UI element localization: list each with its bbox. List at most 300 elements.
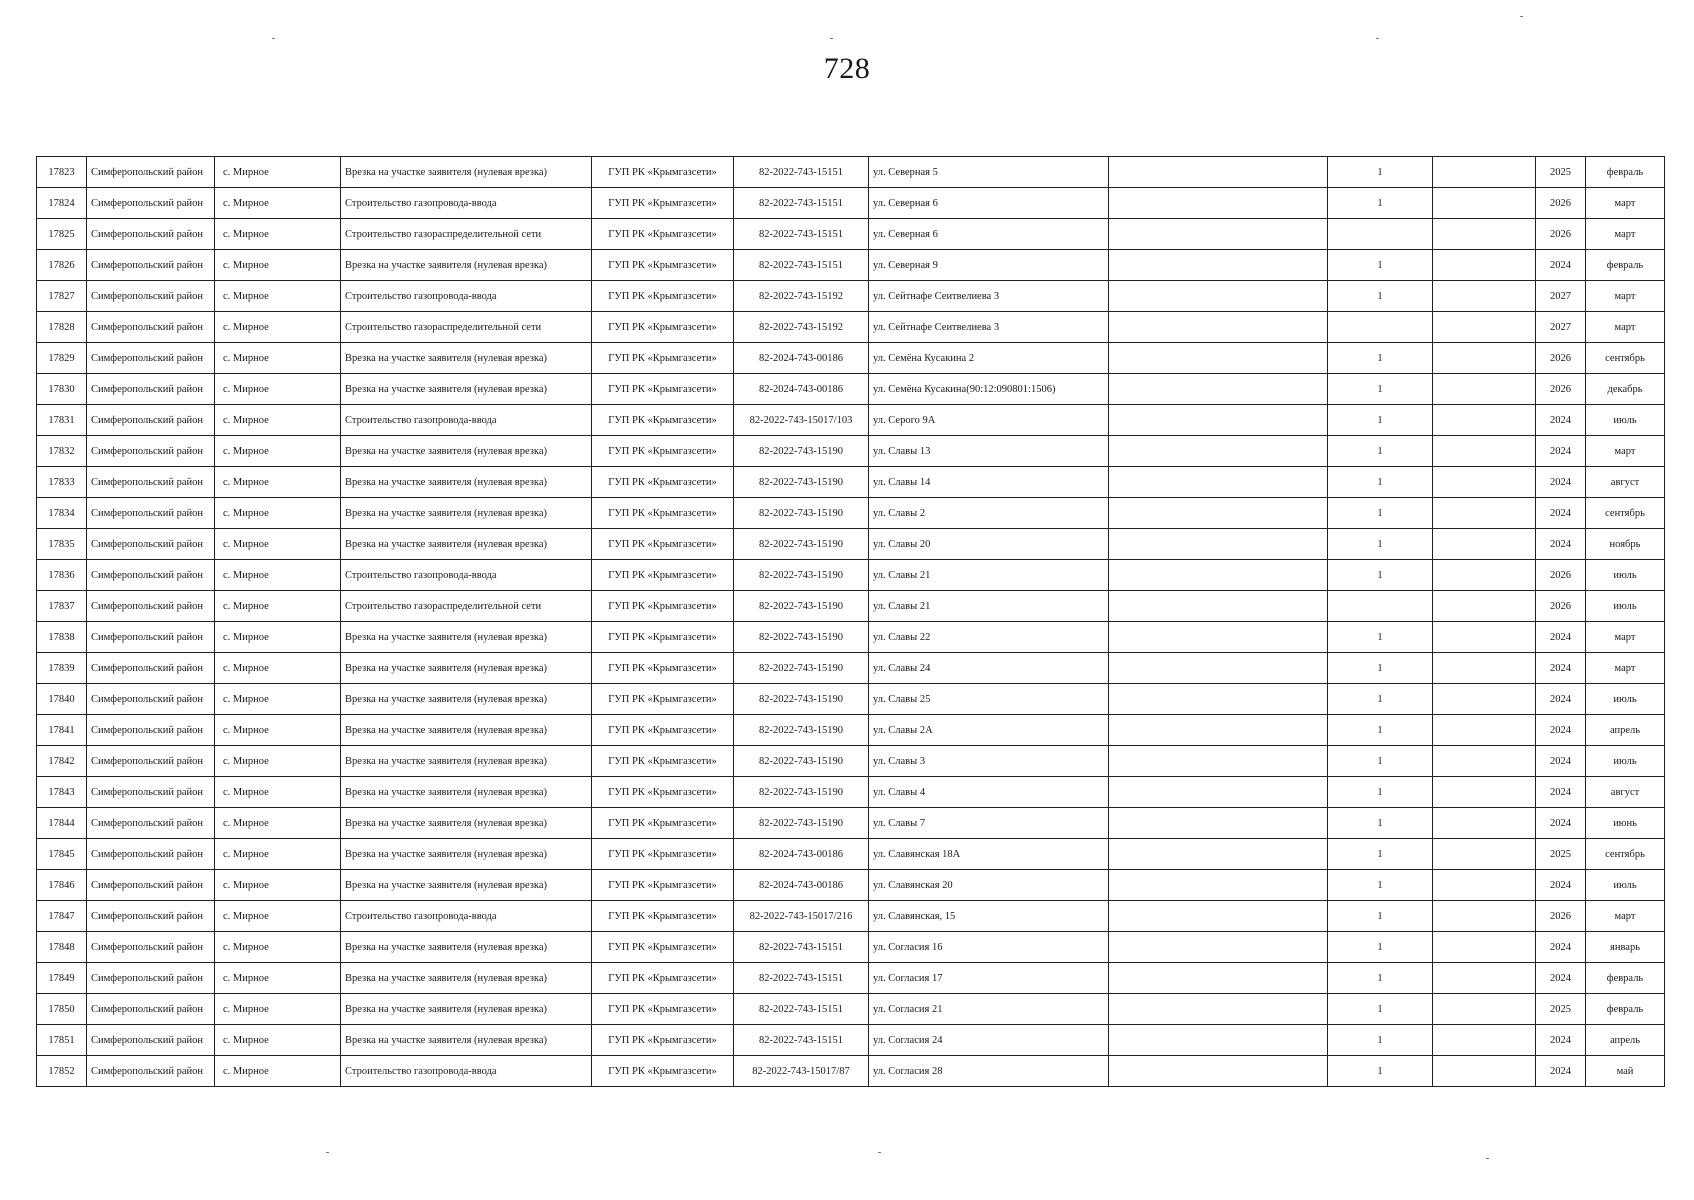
- contract-number-cell: 82-2024-743-00186: [734, 870, 869, 901]
- month-cell: август: [1586, 467, 1665, 498]
- quantity-cell: 1: [1328, 188, 1433, 219]
- district-cell: Симферопольский район: [87, 808, 215, 839]
- work-type-cell: Строительство газопровода-ввода: [341, 188, 592, 219]
- empty-cell: [1433, 405, 1536, 436]
- work-type-cell: Врезка на участке заявителя (нулевая врезка): [341, 839, 592, 870]
- row-number-cell: 17830: [37, 374, 87, 405]
- empty-cell: [1109, 343, 1328, 374]
- village-cell: с. Мирное: [215, 870, 341, 901]
- quantity-cell: 1: [1328, 157, 1433, 188]
- row-number-cell: 17838: [37, 622, 87, 653]
- empty-cell: [1433, 157, 1536, 188]
- quantity-cell: 1: [1328, 374, 1433, 405]
- empty-cell: [1109, 715, 1328, 746]
- district-cell: Симферопольский район: [87, 1025, 215, 1056]
- quantity-cell: 1: [1328, 560, 1433, 591]
- table-row: [37, 994, 1665, 1025]
- empty-cell: [1109, 1056, 1328, 1087]
- village-cell: с. Мирное: [215, 1025, 341, 1056]
- organization-cell: ГУП РК «Крымгазсети»: [592, 529, 734, 560]
- village-cell: с. Мирное: [215, 963, 341, 994]
- year-cell: 2024: [1536, 777, 1586, 808]
- empty-cell: [1109, 591, 1328, 622]
- table-row: [37, 901, 1665, 932]
- row-number-cell: 17833: [37, 467, 87, 498]
- row-number-cell: 17827: [37, 281, 87, 312]
- row-number-cell: 17834: [37, 498, 87, 529]
- address-cell: ул. Сейтнафе Сеитвелиева 3: [869, 281, 1109, 312]
- organization-cell: ГУП РК «Крымгазсети»: [592, 436, 734, 467]
- contract-number-cell: 82-2022-743-15190: [734, 653, 869, 684]
- contract-number-cell: 82-2022-743-15190: [734, 467, 869, 498]
- organization-cell: ГУП РК «Крымгазсети»: [592, 808, 734, 839]
- year-cell: 2024: [1536, 932, 1586, 963]
- month-cell: сентябрь: [1586, 343, 1665, 374]
- row-number-cell: 17845: [37, 839, 87, 870]
- contract-number-cell: 82-2024-743-00186: [734, 839, 869, 870]
- row-number-cell: 17824: [37, 188, 87, 219]
- scan-speck: [1376, 38, 1379, 39]
- address-cell: ул. Семёна Кусакина(90:12:090801:1506): [869, 374, 1109, 405]
- district-cell: Симферопольский район: [87, 157, 215, 188]
- empty-cell: [1433, 839, 1536, 870]
- organization-cell: ГУП РК «Крымгазсети»: [592, 405, 734, 436]
- village-cell: с. Мирное: [215, 622, 341, 653]
- month-cell: февраль: [1586, 994, 1665, 1025]
- work-type-cell: Строительство газораспределительной сети: [341, 312, 592, 343]
- empty-cell: [1109, 746, 1328, 777]
- village-cell: с. Мирное: [215, 219, 341, 250]
- address-cell: ул. Согласия 28: [869, 1056, 1109, 1087]
- district-cell: Симферопольский район: [87, 498, 215, 529]
- district-cell: Симферопольский район: [87, 591, 215, 622]
- village-cell: с. Мирное: [215, 994, 341, 1025]
- table-row: [37, 157, 1665, 188]
- address-cell: ул. Северная 9: [869, 250, 1109, 281]
- contract-number-cell: 82-2022-743-15190: [734, 684, 869, 715]
- table-row: [37, 777, 1665, 808]
- empty-cell: [1109, 281, 1328, 312]
- quantity-cell: [1328, 591, 1433, 622]
- empty-cell: [1109, 374, 1328, 405]
- empty-cell: [1109, 157, 1328, 188]
- year-cell: 2024: [1536, 1056, 1586, 1087]
- work-type-cell: Врезка на участке заявителя (нулевая врезка): [341, 684, 592, 715]
- work-type-cell: Строительство газораспределительной сети: [341, 219, 592, 250]
- organization-cell: ГУП РК «Крымгазсети»: [592, 963, 734, 994]
- address-cell: ул. Согласия 24: [869, 1025, 1109, 1056]
- work-type-cell: Врезка на участке заявителя (нулевая врезка): [341, 777, 592, 808]
- contract-number-cell: 82-2022-743-15151: [734, 188, 869, 219]
- village-cell: с. Мирное: [215, 560, 341, 591]
- empty-cell: [1433, 529, 1536, 560]
- empty-cell: [1109, 963, 1328, 994]
- month-cell: июнь: [1586, 808, 1665, 839]
- address-cell: ул. Славы 21: [869, 560, 1109, 591]
- empty-cell: [1433, 622, 1536, 653]
- organization-cell: ГУП РК «Крымгазсети»: [592, 312, 734, 343]
- district-cell: Симферопольский район: [87, 901, 215, 932]
- district-cell: Симферопольский район: [87, 839, 215, 870]
- month-cell: июль: [1586, 405, 1665, 436]
- empty-cell: [1433, 777, 1536, 808]
- month-cell: март: [1586, 188, 1665, 219]
- table-row: [37, 808, 1665, 839]
- year-cell: 2027: [1536, 281, 1586, 312]
- quantity-cell: 1: [1328, 746, 1433, 777]
- organization-cell: ГУП РК «Крымгазсети»: [592, 250, 734, 281]
- contract-number-cell: 82-2022-743-15190: [734, 808, 869, 839]
- row-number-cell: 17847: [37, 901, 87, 932]
- empty-cell: [1433, 901, 1536, 932]
- empty-cell: [1109, 777, 1328, 808]
- organization-cell: ГУП РК «Крымгазсети»: [592, 591, 734, 622]
- month-cell: март: [1586, 219, 1665, 250]
- contract-number-cell: 82-2022-743-15190: [734, 498, 869, 529]
- address-cell: ул. Северная 5: [869, 157, 1109, 188]
- year-cell: 2025: [1536, 839, 1586, 870]
- organization-cell: ГУП РК «Крымгазсети»: [592, 374, 734, 405]
- contract-number-cell: 82-2022-743-15190: [734, 591, 869, 622]
- row-number-cell: 17851: [37, 1025, 87, 1056]
- month-cell: февраль: [1586, 963, 1665, 994]
- row-number-cell: 17840: [37, 684, 87, 715]
- scan-speck: [1486, 1158, 1489, 1159]
- empty-cell: [1109, 870, 1328, 901]
- organization-cell: ГУП РК «Крымгазсети»: [592, 622, 734, 653]
- address-cell: ул. Славы 7: [869, 808, 1109, 839]
- quantity-cell: 1: [1328, 653, 1433, 684]
- scan-speck: [1520, 16, 1523, 17]
- address-cell: ул. Славянская 20: [869, 870, 1109, 901]
- district-cell: Симферопольский район: [87, 560, 215, 591]
- empty-cell: [1109, 839, 1328, 870]
- empty-cell: [1433, 219, 1536, 250]
- table-row: [37, 219, 1665, 250]
- empty-cell: [1433, 498, 1536, 529]
- quantity-cell: 1: [1328, 839, 1433, 870]
- work-type-cell: Врезка на участке заявителя (нулевая врезка): [341, 808, 592, 839]
- address-cell: ул. Семёна Кусакина 2: [869, 343, 1109, 374]
- empty-cell: [1433, 591, 1536, 622]
- district-cell: Симферопольский район: [87, 932, 215, 963]
- contract-number-cell: 82-2022-743-15192: [734, 281, 869, 312]
- village-cell: с. Мирное: [215, 932, 341, 963]
- contract-number-cell: 82-2022-743-15151: [734, 1025, 869, 1056]
- district-cell: Симферопольский район: [87, 250, 215, 281]
- empty-cell: [1109, 932, 1328, 963]
- empty-cell: [1433, 467, 1536, 498]
- work-type-cell: Строительство газопровода-ввода: [341, 901, 592, 932]
- organization-cell: ГУП РК «Крымгазсети»: [592, 870, 734, 901]
- empty-cell: [1433, 963, 1536, 994]
- row-number-cell: 17849: [37, 963, 87, 994]
- quantity-cell: 1: [1328, 684, 1433, 715]
- village-cell: с. Мирное: [215, 901, 341, 932]
- year-cell: 2024: [1536, 436, 1586, 467]
- organization-cell: ГУП РК «Крымгазсети»: [592, 839, 734, 870]
- empty-cell: [1433, 250, 1536, 281]
- quantity-cell: 1: [1328, 808, 1433, 839]
- organization-cell: ГУП РК «Крымгазсети»: [592, 498, 734, 529]
- contract-number-cell: 82-2022-743-15151: [734, 932, 869, 963]
- month-cell: март: [1586, 653, 1665, 684]
- contract-number-cell: 82-2022-743-15190: [734, 436, 869, 467]
- table-row: [37, 436, 1665, 467]
- work-type-cell: Строительство газопровода-ввода: [341, 281, 592, 312]
- table-row: [37, 281, 1665, 312]
- row-number-cell: 17852: [37, 1056, 87, 1087]
- organization-cell: ГУП РК «Крымгазсети»: [592, 715, 734, 746]
- district-cell: Симферопольский район: [87, 622, 215, 653]
- contract-number-cell: 82-2022-743-15017/103: [734, 405, 869, 436]
- contract-number-cell: 82-2022-743-15190: [734, 746, 869, 777]
- work-type-cell: Врезка на участке заявителя (нулевая врезка): [341, 250, 592, 281]
- district-cell: Симферопольский район: [87, 870, 215, 901]
- district-cell: Симферопольский район: [87, 405, 215, 436]
- organization-cell: ГУП РК «Крымгазсети»: [592, 219, 734, 250]
- organization-cell: ГУП РК «Крымгазсети»: [592, 777, 734, 808]
- table-row: [37, 839, 1665, 870]
- address-cell: ул. Славы 21: [869, 591, 1109, 622]
- address-cell: ул. Согласия 16: [869, 932, 1109, 963]
- empty-cell: [1433, 1056, 1536, 1087]
- work-type-cell: Врезка на участке заявителя (нулевая врезка): [341, 374, 592, 405]
- empty-cell: [1109, 436, 1328, 467]
- contract-number-cell: 82-2022-743-15190: [734, 715, 869, 746]
- district-cell: Симферопольский район: [87, 963, 215, 994]
- work-type-cell: Врезка на участке заявителя (нулевая врезка): [341, 715, 592, 746]
- table-row: [37, 312, 1665, 343]
- contract-number-cell: 82-2022-743-15017/87: [734, 1056, 869, 1087]
- quantity-cell: 1: [1328, 901, 1433, 932]
- empty-cell: [1109, 498, 1328, 529]
- table-row: [37, 746, 1665, 777]
- table-row: [37, 963, 1665, 994]
- empty-cell: [1109, 653, 1328, 684]
- quantity-cell: 1: [1328, 343, 1433, 374]
- village-cell: с. Мирное: [215, 746, 341, 777]
- work-type-cell: Строительство газопровода-ввода: [341, 1056, 592, 1087]
- quantity-cell: 1: [1328, 1025, 1433, 1056]
- table-row: [37, 529, 1665, 560]
- empty-cell: [1109, 219, 1328, 250]
- quantity-cell: 1: [1328, 870, 1433, 901]
- row-number-cell: 17837: [37, 591, 87, 622]
- village-cell: с. Мирное: [215, 188, 341, 219]
- row-number-cell: 17828: [37, 312, 87, 343]
- quantity-cell: 1: [1328, 250, 1433, 281]
- quantity-cell: [1328, 312, 1433, 343]
- quantity-cell: 1: [1328, 963, 1433, 994]
- year-cell: 2024: [1536, 250, 1586, 281]
- quantity-cell: 1: [1328, 498, 1433, 529]
- year-cell: 2024: [1536, 653, 1586, 684]
- district-cell: Симферопольский район: [87, 1056, 215, 1087]
- empty-cell: [1433, 684, 1536, 715]
- address-cell: ул. Славянская 18А: [869, 839, 1109, 870]
- organization-cell: ГУП РК «Крымгазсети»: [592, 281, 734, 312]
- contract-number-cell: 82-2022-743-15190: [734, 622, 869, 653]
- table-row: [37, 591, 1665, 622]
- year-cell: 2024: [1536, 467, 1586, 498]
- table-row: [37, 653, 1665, 684]
- contract-number-cell: 82-2022-743-15192: [734, 312, 869, 343]
- village-cell: с. Мирное: [215, 839, 341, 870]
- district-cell: Симферопольский район: [87, 312, 215, 343]
- month-cell: апрель: [1586, 715, 1665, 746]
- address-cell: ул. Славы 13: [869, 436, 1109, 467]
- quantity-cell: [1328, 219, 1433, 250]
- year-cell: 2026: [1536, 591, 1586, 622]
- quantity-cell: 1: [1328, 529, 1433, 560]
- year-cell: 2025: [1536, 994, 1586, 1025]
- month-cell: июль: [1586, 560, 1665, 591]
- row-number-cell: 17835: [37, 529, 87, 560]
- empty-cell: [1433, 436, 1536, 467]
- contract-number-cell: 82-2022-743-15190: [734, 529, 869, 560]
- row-number-cell: 17839: [37, 653, 87, 684]
- year-cell: 2026: [1536, 188, 1586, 219]
- village-cell: с. Мирное: [215, 498, 341, 529]
- month-cell: май: [1586, 1056, 1665, 1087]
- empty-cell: [1109, 684, 1328, 715]
- empty-cell: [1109, 808, 1328, 839]
- empty-cell: [1433, 653, 1536, 684]
- month-cell: декабрь: [1586, 374, 1665, 405]
- village-cell: с. Мирное: [215, 157, 341, 188]
- month-cell: сентябрь: [1586, 498, 1665, 529]
- district-cell: Симферопольский район: [87, 994, 215, 1025]
- district-cell: Симферопольский район: [87, 281, 215, 312]
- empty-cell: [1433, 808, 1536, 839]
- village-cell: с. Мирное: [215, 374, 341, 405]
- register-table: [36, 156, 1665, 1087]
- village-cell: с. Мирное: [215, 436, 341, 467]
- organization-cell: ГУП РК «Крымгазсети»: [592, 932, 734, 963]
- district-cell: Симферопольский район: [87, 467, 215, 498]
- empty-cell: [1109, 405, 1328, 436]
- row-number-cell: 17848: [37, 932, 87, 963]
- table-row: [37, 374, 1665, 405]
- work-type-cell: Врезка на участке заявителя (нулевая врезка): [341, 870, 592, 901]
- empty-cell: [1433, 343, 1536, 374]
- contract-number-cell: 82-2024-743-00186: [734, 343, 869, 374]
- table-row: [37, 870, 1665, 901]
- village-cell: с. Мирное: [215, 808, 341, 839]
- year-cell: 2026: [1536, 343, 1586, 374]
- year-cell: 2024: [1536, 622, 1586, 653]
- scan-speck: [326, 1152, 329, 1153]
- year-cell: 2025: [1536, 157, 1586, 188]
- village-cell: с. Мирное: [215, 467, 341, 498]
- month-cell: сентябрь: [1586, 839, 1665, 870]
- quantity-cell: 1: [1328, 436, 1433, 467]
- work-type-cell: Врезка на участке заявителя (нулевая врезка): [341, 1025, 592, 1056]
- district-cell: Симферопольский район: [87, 436, 215, 467]
- month-cell: июль: [1586, 746, 1665, 777]
- table-row: [37, 715, 1665, 746]
- row-number-cell: 17844: [37, 808, 87, 839]
- district-cell: Симферопольский район: [87, 219, 215, 250]
- year-cell: 2024: [1536, 529, 1586, 560]
- quantity-cell: 1: [1328, 467, 1433, 498]
- table-row: [37, 560, 1665, 591]
- year-cell: 2024: [1536, 715, 1586, 746]
- work-type-cell: Строительство газопровода-ввода: [341, 405, 592, 436]
- row-number-cell: 17831: [37, 405, 87, 436]
- address-cell: ул. Согласия 21: [869, 994, 1109, 1025]
- address-cell: ул. Северная 6: [869, 188, 1109, 219]
- village-cell: с. Мирное: [215, 250, 341, 281]
- month-cell: ноябрь: [1586, 529, 1665, 560]
- table-row: [37, 498, 1665, 529]
- organization-cell: ГУП РК «Крымгазсети»: [592, 1056, 734, 1087]
- empty-cell: [1433, 188, 1536, 219]
- work-type-cell: Врезка на участке заявителя (нулевая врезка): [341, 498, 592, 529]
- organization-cell: ГУП РК «Крымгазсети»: [592, 746, 734, 777]
- empty-cell: [1109, 312, 1328, 343]
- year-cell: 2024: [1536, 405, 1586, 436]
- village-cell: с. Мирное: [215, 281, 341, 312]
- empty-cell: [1433, 870, 1536, 901]
- table-row: [37, 343, 1665, 374]
- row-number-cell: 17825: [37, 219, 87, 250]
- row-number-cell: 17823: [37, 157, 87, 188]
- work-type-cell: Врезка на участке заявителя (нулевая врезка): [341, 467, 592, 498]
- year-cell: 2026: [1536, 901, 1586, 932]
- organization-cell: ГУП РК «Крымгазсети»: [592, 1025, 734, 1056]
- year-cell: 2024: [1536, 870, 1586, 901]
- month-cell: февраль: [1586, 250, 1665, 281]
- table-row: [37, 188, 1665, 219]
- empty-cell: [1433, 994, 1536, 1025]
- organization-cell: ГУП РК «Крымгазсети»: [592, 653, 734, 684]
- year-cell: 2024: [1536, 808, 1586, 839]
- year-cell: 2026: [1536, 374, 1586, 405]
- empty-cell: [1433, 1025, 1536, 1056]
- month-cell: август: [1586, 777, 1665, 808]
- work-type-cell: Врезка на участке заявителя (нулевая врезка): [341, 622, 592, 653]
- contract-number-cell: 82-2022-743-15190: [734, 777, 869, 808]
- row-number-cell: 17826: [37, 250, 87, 281]
- quantity-cell: 1: [1328, 405, 1433, 436]
- work-type-cell: Врезка на участке заявителя (нулевая врезка): [341, 529, 592, 560]
- month-cell: март: [1586, 312, 1665, 343]
- district-cell: Симферопольский район: [87, 777, 215, 808]
- village-cell: с. Мирное: [215, 715, 341, 746]
- district-cell: Симферопольский район: [87, 746, 215, 777]
- empty-cell: [1433, 932, 1536, 963]
- work-type-cell: Врезка на участке заявителя (нулевая врезка): [341, 343, 592, 374]
- quantity-cell: 1: [1328, 281, 1433, 312]
- quantity-cell: 1: [1328, 994, 1433, 1025]
- empty-cell: [1109, 188, 1328, 219]
- month-cell: июль: [1586, 591, 1665, 622]
- village-cell: с. Мирное: [215, 405, 341, 436]
- year-cell: 2024: [1536, 746, 1586, 777]
- contract-number-cell: 82-2022-743-15151: [734, 157, 869, 188]
- month-cell: январь: [1586, 932, 1665, 963]
- organization-cell: ГУП РК «Крымгазсети»: [592, 684, 734, 715]
- village-cell: с. Мирное: [215, 312, 341, 343]
- year-cell: 2027: [1536, 312, 1586, 343]
- address-cell: ул. Серого 9А: [869, 405, 1109, 436]
- page-number: 728: [823, 52, 871, 85]
- contract-number-cell: 82-2022-743-15151: [734, 219, 869, 250]
- organization-cell: ГУП РК «Крымгазсети»: [592, 188, 734, 219]
- empty-cell: [1109, 994, 1328, 1025]
